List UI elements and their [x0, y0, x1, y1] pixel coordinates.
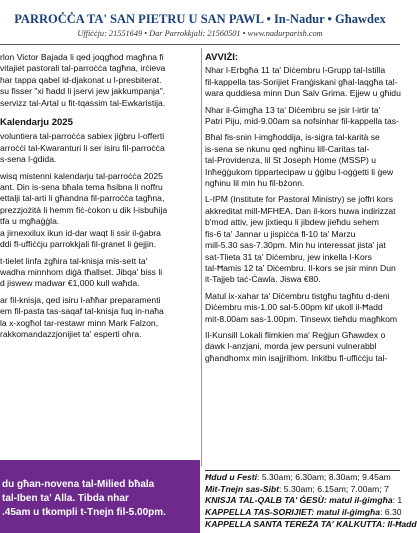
mass-schedule: [205, 470, 417, 533]
notice-stilla: Nhar l-Erbgħa 11 ta' Diċembru l-Grupp tal-Istilla fil-kappella tas-Sorijiet Franġiskani għal-laqgħa tal- wara quddiesa minn Dun Salv Grima. Ejjew u għidu: [205, 65, 401, 99]
novena-line-2: du għan-novena tal-Milied bħala: [2, 479, 155, 490]
calendar-section-title: Kalendarju 2025: [0, 117, 73, 129]
notice-retreat: Nhar il-Ġimgħa 13 ta' Diċembru se jsir l-irtir ta' Patri Piju, mid-9.00am sa nofsinhar fil-kappella tas-: [205, 104, 399, 127]
newsletter-header: [0, 0, 400, 44]
notice-donations: Matul ix-xahar ta' Diċembru tistgħu tagħtu d-deni Diċembru mis-1.00 sal-5.00pm kif ukoll il-Ħadd mit-8.00am sas-1.00pm. Tinsewx tieħdu magħkom: [205, 290, 398, 324]
restoration-paragraph: ar fil-knisja, qed isiru l-aħħar preparamenti em fil-pasta tas-saqaf tal-knisja fuq in-naħa la x-xogħol tar-restawr minn Mark Falzon, rakkomandazzjonijiet ta' esperti oħra.: [0, 294, 164, 339]
notices-title: AVVIŻI:: [205, 52, 239, 63]
notice-charity-tree: Bħal fis-snin l-imgħoddija, is-siġra tal-karità se is-sena se nkunu qed ngħinu lill-Caritas tal- tal-Providenza, lil St Joseph Home (MSSP) u Inħeġġukom tippartecipaw u ġġibu l-oġġetti li ġew ngħinu lil min hu fil-bżonn.: [205, 132, 394, 189]
schedule-row: KNISJA TAL-QALB TA' ĠESÙ: matul il-ġimgħa: 1: [205, 495, 403, 505]
diaconate-paragraph: rlon Victor Bajada li qed joqgħod magħna fi vitajiet pastorali tal-parroċċa tagħna, irċieva har tappa qabel id-djakonat u l-presbiterat. su fisser "xi ħadd li jservi jew jakkumpanja". servizz tal-Artal u fit-tqassim tal-Ewkaristija.: [0, 52, 166, 108]
volunteers-paragraph: voluntiera tal-parroċċa sabiex jiġbru l-offerti arroċċi tal-Kwaranturi li ser isiru fil-parroċċa s-sena l-ġdida.: [0, 131, 165, 165]
novena-banner: [0, 460, 200, 533]
notice-local-council: Il-Kunsill Lokali flimkien ma' Reġjun Għawdex o dawk l-anzjani, morda jew persuni vulnerabbl għandhomx min isajjrilhom. Inkitbu fl-uffiċċju tal-: [205, 329, 388, 363]
notice-ipm-course: L-IPM (Institute for Pastoral Ministry) se joffri kors akkreditat mill-MFHEA. Dan il-kors huwa indirizzat b'mod attiv, jew jixtiequ li jibdew jieħdu sehem fis-6 ta' Jannar u jispiċċa fl-10 ta' Marzu mill-5.30 sas-7.30pm. Min hu interessat jista' jat sat-Tlieta 31 ta' Diċembru, jew inkella l-Kors tal-Ħamis 12 ta' Diċembru. Il-kors se jsir minn Dun it-Tajjeb taċ-Ċawla. Jiswa €80.: [205, 194, 396, 285]
left-column: [0, 52, 200, 452]
novena-line-4: .45am u tkompli t-Tnejn fil-5.00pm.: [2, 507, 166, 518]
parish-contacts: Uffiċċju: 21551649 • Dar Parrokkjali: 21560501 • www.nadurparish.com: [77, 29, 323, 38]
schedule-row: KAPPELLA SANTA TEREŻA TA' KALKUTTA: Il-Ħadd: [205, 519, 417, 529]
calendar-paragraph: wisq mistenni kalendarju tal-parroċċa 2025 ant. Din is-sena bħala tema ħsibna li noffru ettalji tal-arti li għandna fil-parroċċa tagħna, prezzjożità li hemm fiċ-ċokon u dik l-isbuħija tfa u mgħaġġla. a jirnexxilux ikun id-dar waqt li ssir il-ġabra ddi fl-uffiċċju parrokkjali fil-granet li ġejjin.: [0, 170, 168, 250]
lunette-paragraph: t-tielet linfa żgħira tal-knisja mis-sett ta' wadha minnhom diġà tħallset. Jibqa' biss li d jiswew madwar €1,000 kull waħda.: [0, 255, 163, 289]
novena-line-1: [0, 468, 200, 478]
parish-title: PARROĊĊA TA' SAN PIETRU U SAN PAWL • In-Nadur • Għawdex: [14, 12, 386, 26]
header-divider: [0, 44, 400, 45]
schedule-row: Mit-Tnejn sas-Sibt: 5.30am; 6.15am; 7.00am; 7: [205, 483, 389, 494]
right-column: [205, 52, 400, 452]
novena-line-3: tal-Iben ta' Alla. Tibda nhar: [2, 493, 129, 504]
schedule-row: KAPPELLA TAS-SORIJIET: matul il-ġimgħa: 6.30: [205, 507, 400, 520]
column-divider: [201, 48, 202, 466]
schedule-row: Ħdud u Festi: 5.30am; 6.30am; 8.30am; 9.45am: [205, 470, 400, 484]
